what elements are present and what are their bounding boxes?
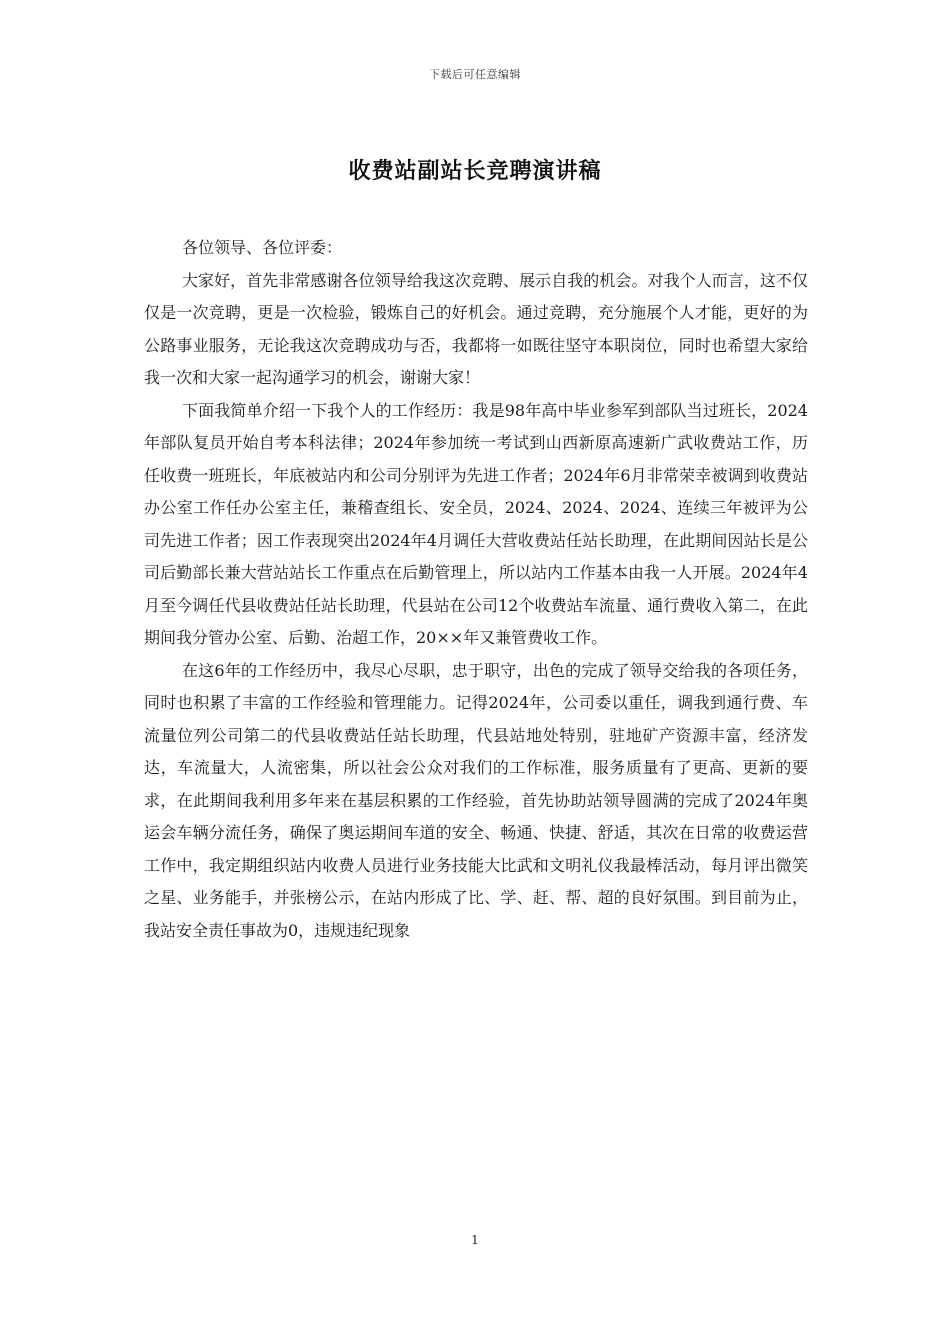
paragraph-intro: 大家好，首先非常感谢各位领导给我这次竞聘、展示自我的机会。对我个人而言，这不仅仅是一次竞聘，更是一次检验，锻炼自己的好机会。通过竞聘，充分施展个人才能，更好的为公路事业服务，无论我这次竞聘成功与否，我都将一如既往坚守本职岗位，同时也希望大家给我一次和大家一起沟通学习的机会，谢谢大家！	[144, 270, 808, 387]
paragraph-achievements: 在这6年的工作经历中，我尽心尽职，忠于职守，出色的完成了领导交给我的各项任务，同时也积累了丰富的工作经验和管理能力。记得2024年，公司委以重任，调我到通行费、车流量位列公司第二的代县收费站任站长助理，代县站地处特别，驻地矿产资源丰富，经济发达，车流量大，人流密集，所以社会公众对我们的工作标准，服务质量有了更高、更新的要求，在此期间我利用多年来在基层积累的工作经验，首先协助站领导圆满的完成了2024年奥运会车辆分流任务，确保了奥运期间车道的安全、畅通、快捷、舒适，其次在日常的收费运营工作中，我定期组织站内收费人员进行业务技能大比武和文明礼仪我最棒活动，每月评出微笑之星、业务能手，并张榜公示，在站内形成了比、学、赶、帮、超的良好氛围。到目前为止，我站安全责任事故为0，违规违纪现象	[144, 660, 808, 940]
document-body	[144, 232, 808, 947]
header-note: 下载后可任意编辑	[429, 68, 521, 81]
document-title: 收费站副站长竞聘演讲稿	[348, 158, 602, 184]
salutation: 各位领导、各位评委：	[182, 238, 343, 257]
paragraph-experience: 下面我简单介绍一下我个人的工作经历：我是98年高中毕业参军到部队当过班长，2024年部队复员开始自考本科法律；2024年参加统一考试到山西新原高速新广武收费站工作，历任收费一班班长，年底被站内和公司分别评为先进工作者；2024年6月非常荣幸被调到收费站办公室工作任办公室主任，兼稽查组长、安全员，2024、2024、2024、连续三年被评为公司先进工作者；因工作表现突出2024年4月调任大营收费站任站长助理，在此期间因站长是公司后勤部长兼大营站站长工作重点在后勤管理上，所以站内工作基本由我一人开展。2024年4月至今调任代县收费站任站长助理，代县站在公司12个收费站车流量、通行费收入第二，在此期间我分管办公室、后勤、治超工作，20××年又兼管费收工作。	[144, 400, 808, 647]
page-number: 1	[471, 1233, 479, 1247]
